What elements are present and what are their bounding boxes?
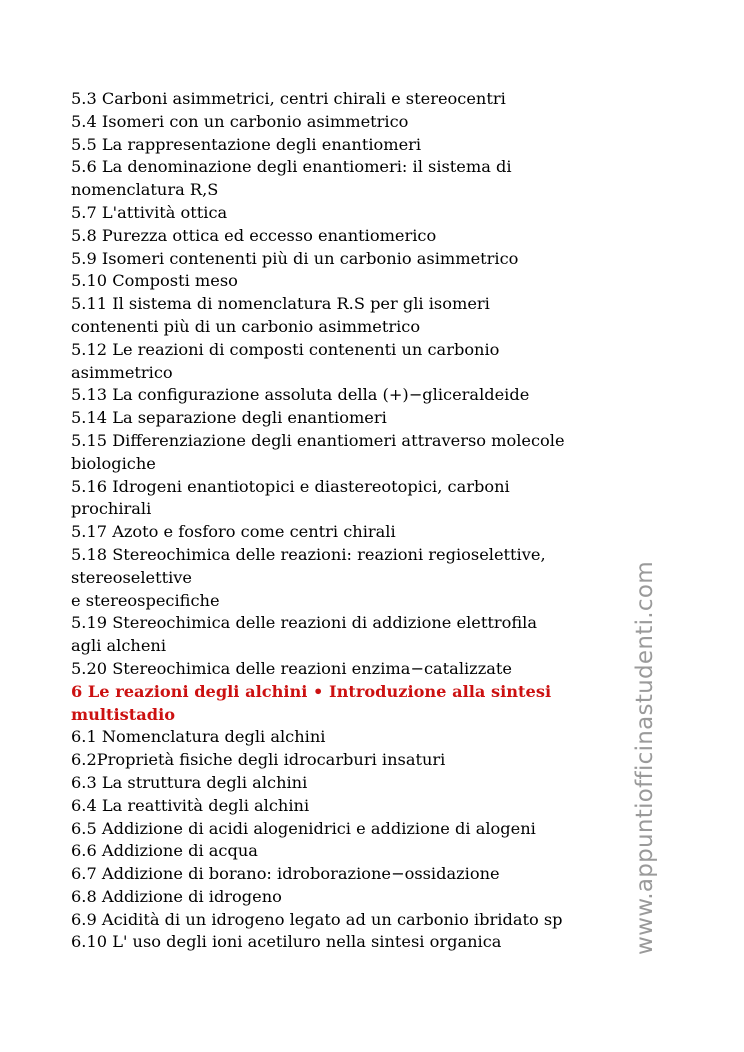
toc-line: 5.19 Stereochimica delle reazioni di addizione elettrofila <box>71 613 537 633</box>
toc-line: 6.2Proprietà fisiche degli idrocarburi insaturi <box>71 750 446 770</box>
toc-line: 5.4 Isomeri con un carbonio asimmetrico <box>71 111 409 131</box>
toc-line: 5.6 La denominazione degli enantiomeri: il sistema di <box>71 157 512 177</box>
toc-line: stereoselettive <box>71 567 193 587</box>
table-of-contents <box>71 88 671 954</box>
toc-line: 6.1 Nomenclatura degli alchini <box>71 727 326 747</box>
toc-line: 6.6 Addizione di acqua <box>71 841 258 861</box>
toc-line: 6.5 Addizione di acidi alogenidrici e addizione di alogeni <box>71 818 536 838</box>
toc-line: 6.10 L' uso degli ioni acetiluro nella sintesi organica <box>71 932 502 952</box>
chapter-heading: multistadio <box>71 704 176 724</box>
toc-line: 5.10 Composti meso <box>71 271 238 291</box>
toc-line: 6.7 Addizione di borano: idroborazione−ossidazione <box>71 864 500 884</box>
toc-line: 5.17 Azoto e fosforo come centri chirali <box>71 522 396 542</box>
toc-line: agli alcheni <box>71 636 167 656</box>
toc-line: 5.3 Carboni asimmetrici, centri chirali e stereocentri <box>71 89 506 108</box>
toc-line: 5.11 Il sistema di nomenclatura R.S per gli isomeri <box>71 294 490 314</box>
toc-line: 5.16 Idrogeni enantiotopici e diastereotopici, carboni <box>71 476 510 496</box>
toc-line: 6.8 Addizione di idrogeno <box>71 886 282 906</box>
toc-line: 5.8 Purezza ottica ed eccesso enantiomerico <box>71 225 437 245</box>
chapter-heading: 6 Le reazioni degli alchini • Introduzione alla sintesi <box>71 681 552 701</box>
toc-line: 6.3 La struttura degli alchini <box>71 772 308 792</box>
toc-line: 5.7 L'attività ottica <box>71 202 228 222</box>
toc-line: 5.15 Differenziazione degli enantiomeri attraverso molecole <box>71 430 565 450</box>
toc-line: 5.14 La separazione degli enantiomeri <box>71 408 387 428</box>
toc-line: 5.20 Stereochimica delle reazioni enzima−catalizzate <box>71 658 512 678</box>
toc-line: 5.18 Stereochimica delle reazioni: reazioni regioselettive, <box>71 544 546 564</box>
toc-line: 6.4 La reattività degli alchini <box>71 795 310 815</box>
toc-line: prochirali <box>71 499 152 519</box>
toc-line: e stereospecifiche <box>71 590 220 610</box>
watermark-text: www.appuntiofficinastudenti.com <box>632 561 658 955</box>
toc-line: biologiche <box>71 453 156 473</box>
toc-line: 5.13 La configurazione assoluta della (+)−gliceraldeide <box>71 385 530 405</box>
toc-line: nomenclatura R,S <box>71 180 219 200</box>
toc-line: 5.12 Le reazioni di composti contenenti un carbonio <box>71 339 500 359</box>
toc-line: asimmetrico <box>71 362 173 382</box>
toc-line: 5.9 Isomeri contenenti più di un carbonio asimmetrico <box>71 248 519 268</box>
toc-line: 6.9 Acidità di un idrogeno legato ad un carbonio ibridato sp <box>71 909 563 929</box>
toc-line: contenenti più di un carbonio asimmetrico <box>71 316 421 336</box>
toc-line: 5.5 La rappresentazione degli enantiomeri <box>71 134 422 154</box>
